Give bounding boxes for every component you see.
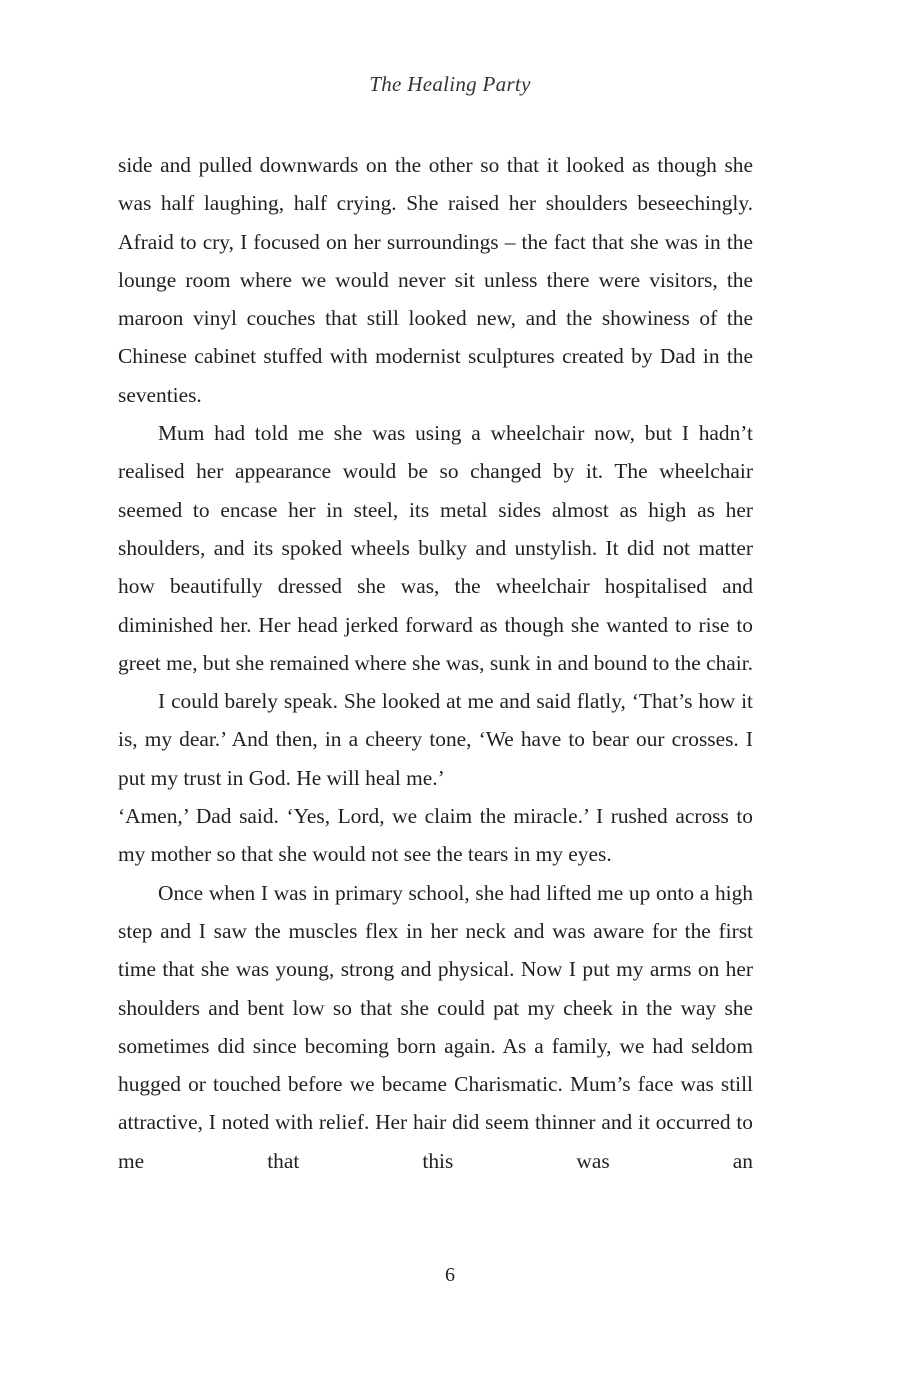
- running-head: The Healing Party: [369, 72, 531, 96]
- paragraph-1: side and pulled downwards on the other so that it looked as though she was half laughing, half crying. She raised her shoulders beseechingly. Afraid to cry, I focused on her surroundings – the fact that she was in the lounge room where we would never sit unless there were visitors, the maroon vinyl couches that still looked new, and the showiness of the Chinese cabinet stuffed with modernist sculptures created by Dad in the seventies.: [118, 153, 753, 407]
- paragraph-2: Mum had told me she was using a wheelchair now, but I hadn’t realised her appearance would be so changed by it. The wheelchair seemed to encase her in steel, its metal sides almost as high as her shoulders, and its spoked wheels bulky and unstylish. It did not matter how beautifully dressed she was, the wheelchair hospitalised and diminished her. Her head jerked forward as though she wanted to rise to greet me, but she remained where she was, sunk in and bound to the chair.: [118, 421, 754, 675]
- body-text: [118, 146, 753, 1180]
- paragraph-5: Once when I was in primary school, she had lifted me up onto a high step and I saw the muscles flex in her neck and was aware for the first time that she was young, strong and physical. Now I put my arms on her shoulders and bent low so that she could pat my cheek in the way she sometimes did since becoming born again. As a family, we had seldom hugged or touched before we became Charismatic. Mum’s face was still attractive, I noted with relief. Her hair did seem thinner and it occurred to me that this was an: [118, 880, 753, 1173]
- page-number: 6: [445, 1264, 455, 1286]
- paragraph-3: I could barely speak. She looked at me and said flatly, ‘That’s how it is, my dear.’ And then, in a cheery tone, ‘We have to bear our crosses. I put my trust in God. He will heal me.’: [118, 689, 753, 790]
- paragraph-4: ‘Amen,’ Dad said. ‘Yes, Lord, we claim the miracle.’ I rushed across to my mother so that she would not see the tears in my eyes.: [118, 804, 753, 867]
